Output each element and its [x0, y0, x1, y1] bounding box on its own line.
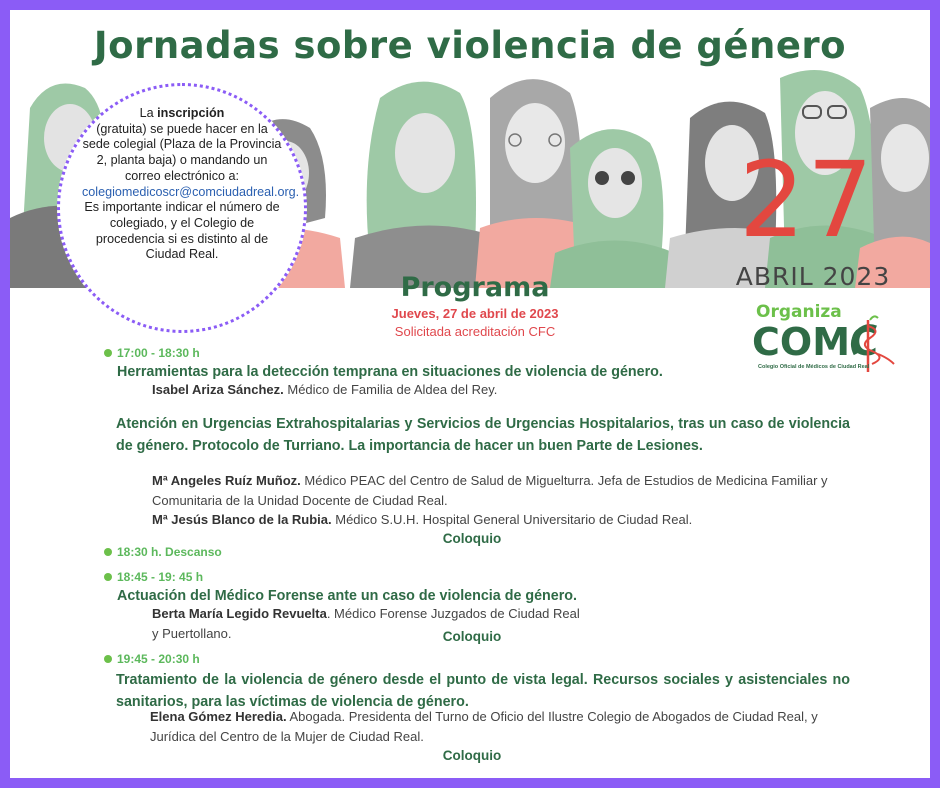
slot1-coloquio: Coloquio	[442, 531, 502, 546]
info-email[interactable]: colegiomedicoscr@comciudadreal.org.	[82, 184, 300, 199]
organizer-logo-text: COMC	[752, 320, 878, 364]
info-body2: Es importante indicar el número de colegiado, y el Colegio de procedencia si es distinto al de Ciudad Real.	[84, 200, 280, 262]
accreditation-note: Solicitada acreditación CFC	[394, 324, 556, 339]
program-date: Jueves, 27 de abril de 2023	[391, 306, 559, 321]
info-body1: (gratuita) se puede hacer en la sede colegial (Plaza de la Provincia 2, planta baja) o mandando un correo electrónico a:	[82, 121, 282, 183]
slot2-coloquio: Coloquio	[442, 629, 502, 644]
speaker-name: Berta María Legido Revuelta	[152, 606, 327, 621]
poster	[10, 10, 930, 778]
organizer-label: Organiza	[756, 302, 842, 322]
slot2-talk-title: Actuación del Médico Forense ante un caso de violencia de género.	[117, 588, 577, 604]
info-line1-pre: La	[139, 106, 158, 120]
speaker-desc: Abogada. Presidenta del Turno de Oficio del Ilustre Colegio de Abogados de Ciudad Real, y Jurídica del Centro de la Mujer de Ciudad Real.	[150, 709, 818, 744]
slot3-talk-title: Tratamiento de la violencia de género desde el punto de vista legal. Recursos sociales y asistenciales no sanitarios, para las víctimas de violencia de género.	[116, 672, 850, 710]
speaker-name: Mª Jesús Blanco de la Rubia.	[152, 512, 332, 527]
date-month-year: ABRIL 2023	[735, 262, 891, 291]
speaker-name: Mª Angeles Ruíz Muñoz.	[152, 473, 301, 488]
slot3-speaker	[150, 707, 840, 747]
slot1-talk1-title: Herramientas para la detección temprana en situaciones de violencia de género.	[117, 364, 663, 380]
slot1-speaker1	[152, 380, 852, 400]
speaker-name: Elena Gómez Heredia.	[150, 709, 287, 724]
timeline-dot	[104, 655, 112, 663]
date-day: 27	[738, 139, 876, 261]
slot3-time: 19:45 - 20:30 h	[117, 652, 200, 666]
program-heading: Programa	[400, 272, 550, 303]
timeline-dot	[104, 573, 112, 581]
break-label: 18:30 h. Descanso	[117, 545, 222, 559]
speaker-desc: . Médico Forense Juzgados de Ciudad Real	[326, 606, 580, 621]
slot1-speaker3	[152, 510, 842, 530]
organizer-logo-subtitle: Colegio Oficial de Médicos de Ciudad Real	[758, 364, 870, 370]
poster-title: Jornadas sobre violencia de género	[93, 24, 847, 67]
speaker-desc-cont: y Puertollano.	[152, 626, 232, 641]
speaker-desc: Médico S.U.H. Hospital General Universitario de Ciudad Real.	[331, 512, 693, 527]
info-line1-bold: inscripción	[157, 106, 225, 120]
slot3-coloquio: Coloquio	[442, 748, 502, 763]
slot1-speaker2	[152, 471, 842, 511]
speaker-name: Isabel Ariza Sánchez.	[152, 382, 284, 397]
registration-info-circle	[57, 83, 307, 333]
speaker-desc: Médico PEAC del Centro de Salud de Miguelturra. Jefa de Estudios de Medicina Familiar y Comunitaria de la Unidad Docente de Ciudad Real.	[152, 473, 828, 508]
slot1-time: 17:00 - 18:30 h	[117, 346, 200, 360]
slot2-time: 18:45 - 19: 45 h	[117, 570, 204, 584]
speaker-desc: Médico de Familia de Aldea del Rey.	[283, 382, 498, 397]
timeline-dot	[104, 349, 112, 357]
timeline-dot	[104, 548, 112, 556]
slot1-talk2-title: Atención en Urgencias Extrahospitalarias y Servicios de Urgencias Hospitalarios, tras un caso de violencia de género. Protocolo de Turriano. La importancia de hacer un buen Parte de Lesiones.	[116, 416, 850, 454]
